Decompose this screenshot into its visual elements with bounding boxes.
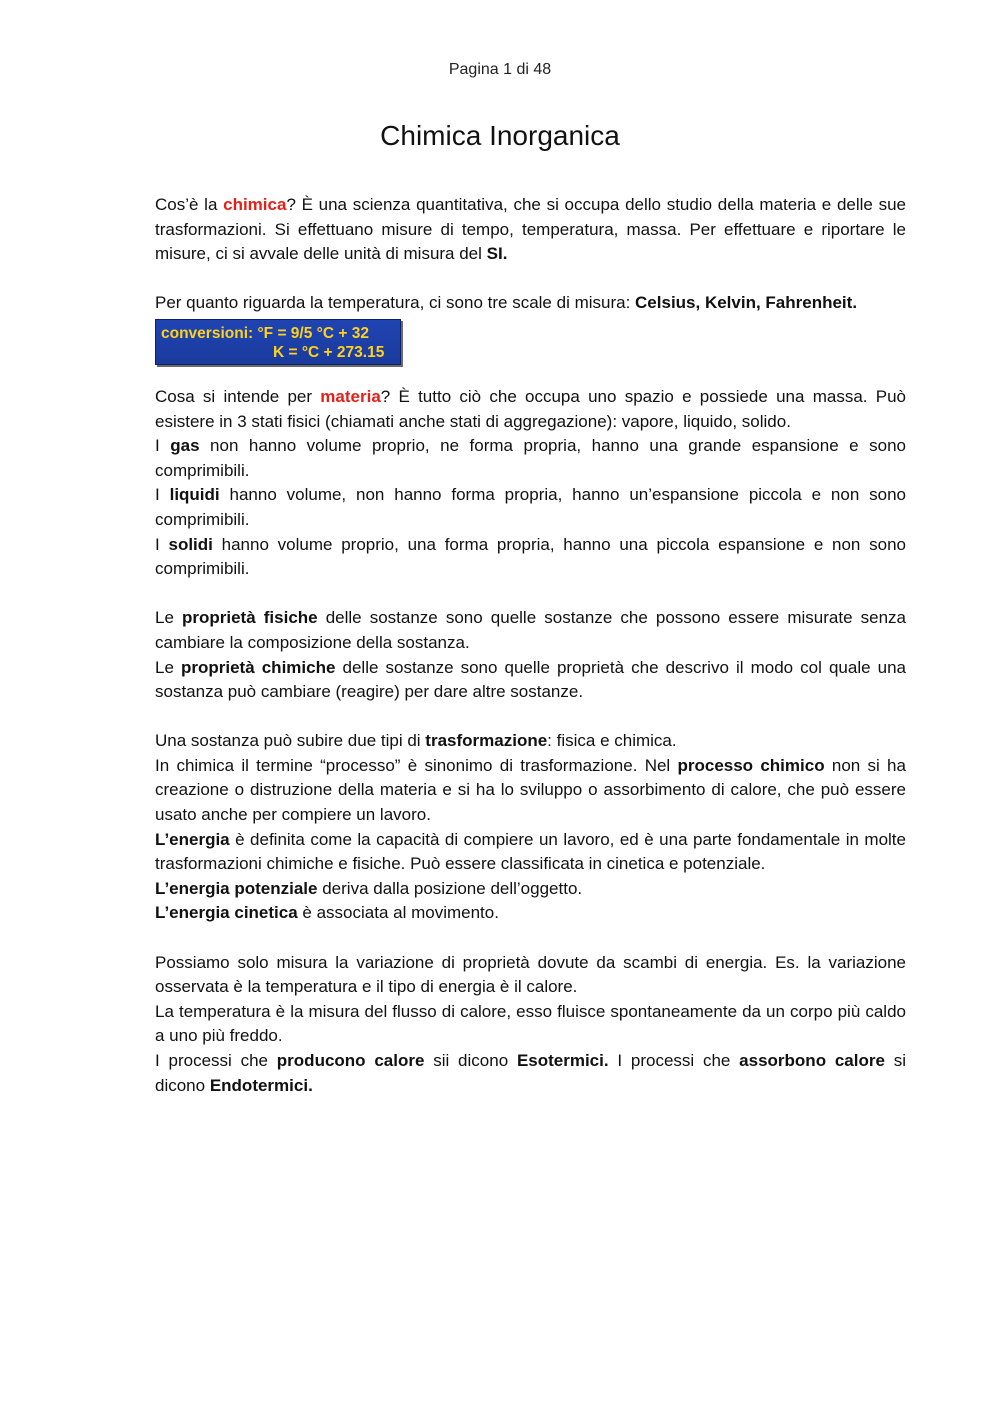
- paragraph-energia-cinetica: L’energia cinetica è associata al movimento.: [155, 903, 499, 923]
- paragraph-processo: In chimica il termine “processo” è sinonimo di trasformazione. Nel processo chimico non si ha creazione o distruzione della materia e si ha lo sviluppo o assorbimento di calore, che può essere usato anche per compiere un lavoro.: [155, 755, 906, 825]
- conversion-line-2: K = °C + 273.15: [273, 343, 385, 361]
- paragraph-temperatura: La temperatura è la misura del flusso di calore, esso fluisce spontaneamente da un corpo più caldo a uno più freddo.: [155, 1001, 906, 1046]
- paragraph-energia: L’energia è definita come la capacità di compiere un lavoro, ed è una parte fondamentale in molte trasformazioni chimiche e fisiche. Può essere classificata in cinetica e potenziale.: [155, 829, 906, 874]
- keyword-chimica: chimica: [223, 195, 287, 214]
- paragraph-processi: I processi che producono calore sii dicono Esotermici. I processi che assorbono calore si dicono Endotermici.: [155, 1051, 907, 1095]
- paragraph-energia-potenziale: L’energia potenziale deriva dalla posizione dell’oggetto.: [155, 878, 583, 898]
- keyword-materia: materia: [320, 386, 381, 406]
- paragraph-liquidi: I liquidi hanno volume, non hanno forma propria, hanno un’espansione piccola e non sono comprimibili.: [155, 485, 906, 529]
- page-title: Chimica Inorganica: [380, 120, 620, 151]
- keyword-scales: Celsius, Kelvin, Fahrenheit.: [635, 293, 858, 313]
- keyword-si: SI.: [486, 244, 508, 264]
- document-body: [155, 193, 906, 1098]
- paragraph-proprieta-fisiche: Le proprietà fisiche delle sostanze sono quelle sostanze che possono essere misurate senza cambiare la composizione della sostanza.: [155, 608, 906, 652]
- paragraph-misura: Possiamo solo misura la variazione di proprietà dovute da scambi di energia. Es. la variazione osservata è la temperatura e il tipo di energia è il calore.: [155, 952, 906, 997]
- paragraph-solidi: I solidi hanno volume proprio, una forma propria, hanno una piccola espansione e non sono comprimibili.: [155, 534, 906, 579]
- page-number: Pagina 1 di 48: [448, 61, 552, 78]
- conversion-line-1: conversioni: °F = 9/5 °C + 32: [161, 324, 369, 342]
- paragraph-temperature-scales: Per quanto riguarda la temperatura, ci sono tre scale di misura: Celsius, Kelvin, Fahrenheit.: [155, 293, 858, 313]
- conversion-formula-box: [155, 319, 401, 365]
- paragraph-gas: I gas non hanno volume proprio, ne forma propria, hanno una grande espansione e sono comprimibili.: [155, 436, 906, 480]
- paragraph-materia: Cosa si intende per materia? È tutto ciò che occupa uno spazio e possiede una massa. Può esistere in 3 stati fisici (chiamati anche stati di aggregazione): vapore, liquido, solido.: [155, 386, 906, 431]
- paragraph-chimica: Cos’è la chimica? È una scienza quantitativa, che si occupa dello studio della materia e delle sue trasformazioni. Si effettuano misure di tempo, temperatura, massa. Per effettuare e riportare le misure, ci si avvale delle unità di misura del SI.: [155, 195, 906, 264]
- paragraph-trasformazione: Una sostanza può subire due tipi di trasformazione: fisica e chimica.: [155, 731, 677, 751]
- paragraph-proprieta-chimiche: Le proprietà chimiche delle sostanze sono quelle proprietà che descrivo il modo col quale una sostanza può cambiare (reagire) per dare altre sostanze.: [155, 657, 906, 702]
